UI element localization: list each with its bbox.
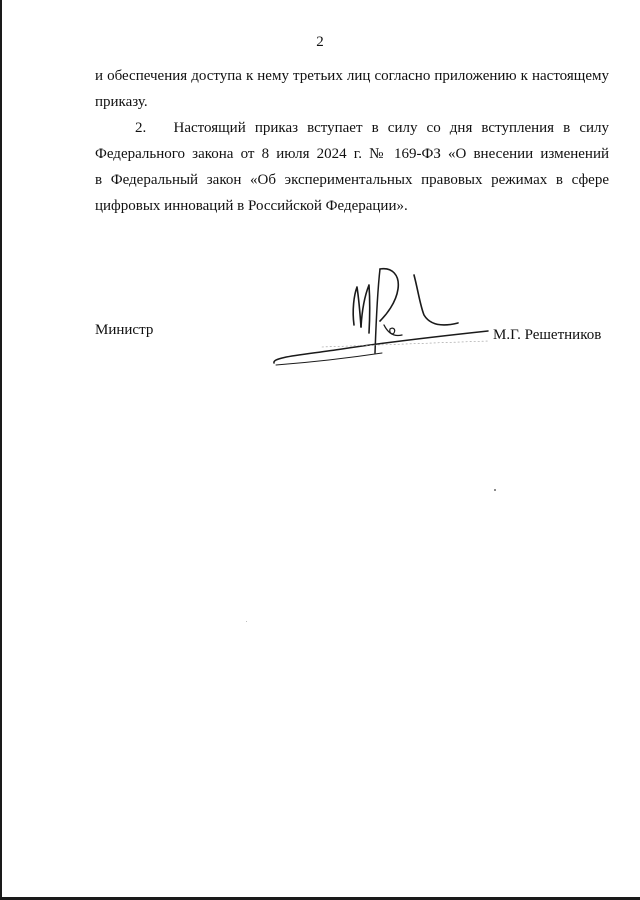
handwritten-signature [262,255,492,375]
signatory-title: Министр [95,322,154,338]
paragraph-line: в Федеральный закон «Об экспериментальных правовых режимах в сфере [95,172,609,188]
paragraph-line: 2. Настоящий приказ вступает в силу со дня вступления в силу [135,120,609,136]
paragraph-line: цифровых инноваций в Российской Федерации». [95,198,408,214]
paragraph-line: и обеспечения доступа к нему третьих лиц согласно приложению к настоящему [95,68,609,84]
paragraph-line: приказу. [95,94,148,110]
signatory-name: М.Г. Решетников [493,327,602,343]
paragraph-continuation [95,63,609,115]
scan-speck [494,489,496,491]
scan-border-left [0,0,2,900]
scan-speck [246,621,247,622]
paragraph-item-2 [95,115,609,219]
page-number: 2 [316,34,324,50]
paragraph-line: Федерального закона от 8 июля 2024 г. № 169-ФЗ «О внесении изменений [95,146,609,162]
